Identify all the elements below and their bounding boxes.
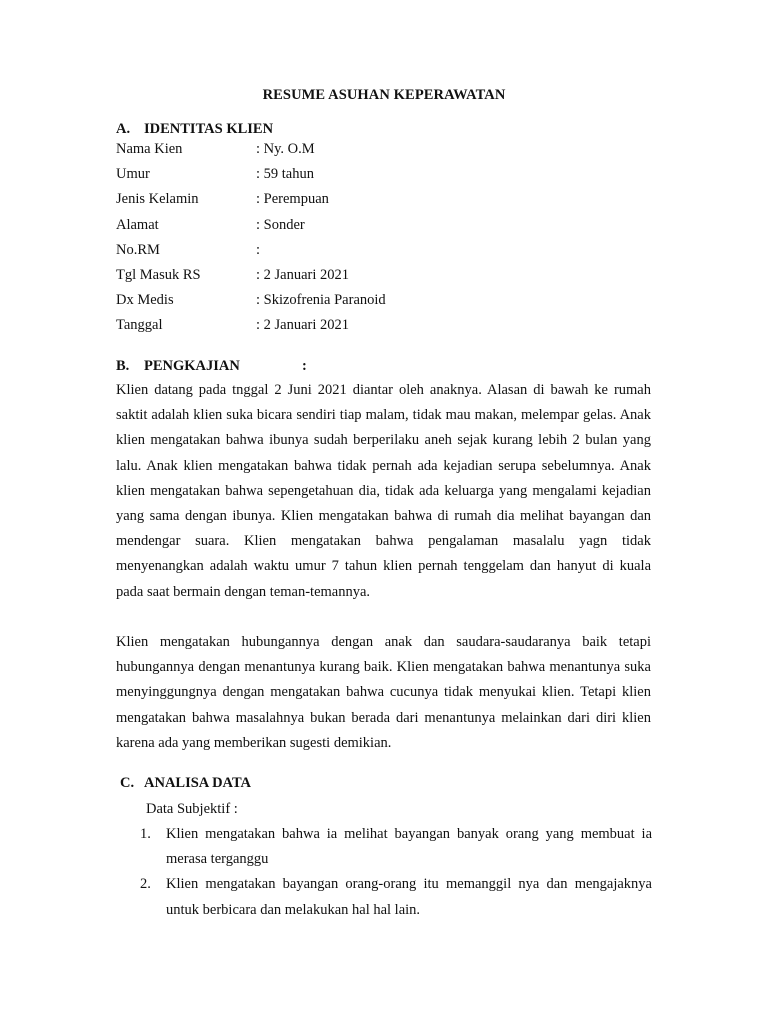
section-c-heading xyxy=(120,775,251,792)
section-a-title: IDENTITAS KLIEN xyxy=(144,121,274,137)
identity-label: Alamat xyxy=(116,216,159,233)
identity-value: : Skizofrenia Paranoid xyxy=(256,292,386,309)
section-b-letter: B. xyxy=(116,358,130,374)
list-item-text: Klien mengatakan bahwa ia melihat bayangan banyak orang yang membuat ia merasa terganggu xyxy=(166,826,652,868)
section-a-heading xyxy=(116,121,273,138)
assessment-paragraph-2: Klien mengatakan hubungannya dengan anak dan saudara-saudaranya baik tetapi hubungannya dengan menantunya kurang baik. Klien mengatakan bahwa menantunya suka menyinggungnya dengan mengatakan bahwa cucunya tidak menyukai klien. Tetapi klien mengatakan bahwa masalahnya bukan berada dari menantunya melainkan dari diri klien karena ada yang memberikan sugesti demikian. xyxy=(116,634,651,751)
subjective-data-list xyxy=(140,822,652,923)
identity-label: Jenis Kelamin xyxy=(116,191,199,208)
section-b-colon: : xyxy=(302,358,307,374)
list-item xyxy=(140,872,652,922)
identity-value: : Sonder xyxy=(256,216,305,233)
identity-label: No.RM xyxy=(116,241,160,258)
list-item-number: 2. xyxy=(140,876,151,893)
identity-value: : Ny. O.M xyxy=(256,141,315,157)
identity-label: Tanggal xyxy=(116,317,163,334)
identity-label: Tgl Masuk RS xyxy=(116,266,201,283)
section-b-title: PENGKAJIAN xyxy=(144,358,240,374)
list-item-text: Klien mengatakan bayangan orang-orang itu memanggil nya dan mengajaknya untuk berbicara dan melakukan hal hal lain. xyxy=(166,876,652,918)
identity-value: : 2 Januari 2021 xyxy=(256,266,350,283)
assessment-paragraph-1: Klien datang pada tnggal 2 Juni 2021 diantar oleh anaknya. Alasan di bawah ke rumah saktit adalah klien suka bicara sendiri tiap malam, tidak mau makan, melempar gelas. Anak klien mengatakan bahwa ibunya sudah berperilaku aneh sejak kurang lebih 2 bulan yang lalu. Anak klien mengatakan bahwa tidak pernah ada kejadian serupa sebelumnya. Anak klien mengatakan bahwa sepengetahuan dia, tidak ada keluarga yang mengalami kejadian yang sama dengan ibunya. Klien mengatakan bahwa di rumah dia melihat bayangan dan mendengar suara. Klien mengatakan bahwa pengalaman masalalu yagn tidak menyenangkan adalah waktu umur 7 tahun klien pernah tenggelam dan hanyut di kuala pada saat bermain dengan teman-temannya. xyxy=(116,382,651,600)
subjective-data-label: Data Subjektif : xyxy=(146,801,238,817)
section-c-title: ANALISA DATA xyxy=(144,775,252,791)
identity-value: : 2 Januari 2021 xyxy=(256,317,350,334)
list-item xyxy=(140,822,652,872)
identity-value: : Perempuan xyxy=(256,191,329,208)
document-title: RESUME ASUHAN KEPERAWATAN xyxy=(262,87,506,103)
identity-value: : 59 tahun xyxy=(256,166,314,183)
section-b-heading xyxy=(116,358,307,375)
section-c-letter: C. xyxy=(120,775,135,791)
list-item-number: 1. xyxy=(140,826,151,842)
identity-label: Umur xyxy=(116,166,150,183)
identity-label: Nama Kien xyxy=(116,141,183,157)
identity-label: Dx Medis xyxy=(116,292,174,309)
section-a-letter: A. xyxy=(116,121,131,137)
identity-value: : xyxy=(256,241,261,258)
